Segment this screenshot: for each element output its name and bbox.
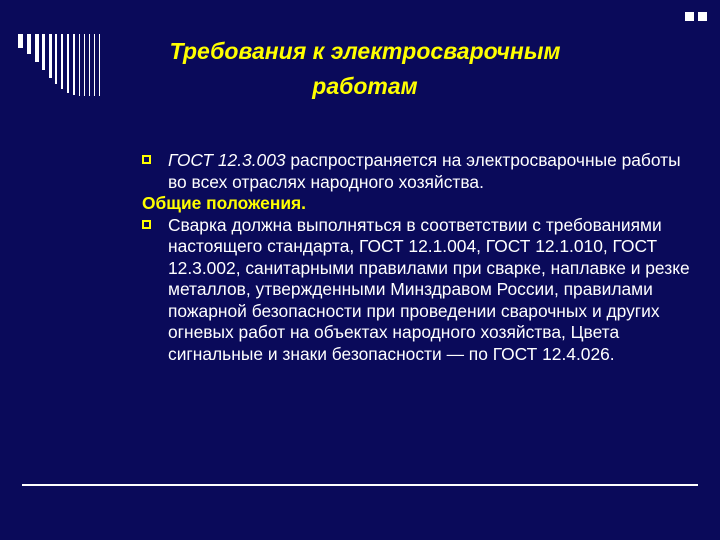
bar xyxy=(67,34,69,93)
bar xyxy=(73,34,75,95)
bar xyxy=(79,34,80,96)
decor-square xyxy=(698,12,707,21)
section-subheading: Общие положения. xyxy=(142,193,306,213)
title-line-1: Требования к электросварочным xyxy=(169,38,561,64)
bar xyxy=(42,34,45,70)
bar xyxy=(35,34,39,62)
bar xyxy=(49,34,52,78)
square-bullet-icon xyxy=(142,220,151,229)
bar xyxy=(61,34,63,89)
slide-title xyxy=(150,34,580,104)
bar xyxy=(94,34,95,96)
title-line-2: работам xyxy=(312,73,418,99)
bar xyxy=(89,34,90,96)
bar xyxy=(99,34,100,96)
bar xyxy=(18,34,23,48)
decor-square xyxy=(685,12,694,21)
bullet-text: Сварка должна выполняться в соответствии с требованиями настоящего стандарта, ГОСТ 12.1.004, ГОСТ 12.1.010, ГОСТ 12.3.002, санитарными правилами при сварке, наплавке и резке металлов, утвержденными Минздравом России, правилами пожарной безопасности при проведении сварочных и других огневых работ на объектах народного хозяйства, Цвета сигнальные и знаки безопасности — по ГОСТ 12.4.026. xyxy=(168,214,690,364)
gost-reference: ГОСТ 12.3.003 xyxy=(168,150,286,170)
bullet-item xyxy=(142,150,697,193)
bullet-item xyxy=(142,215,697,366)
square-bullet-icon xyxy=(142,155,151,164)
bullet-text: распространяется на электросварочные работы во всех отраслях народного хозяйства. xyxy=(168,150,681,192)
bottom-divider xyxy=(22,484,698,486)
bar xyxy=(55,34,57,84)
slide-content xyxy=(142,150,697,365)
bar xyxy=(27,34,31,54)
bar xyxy=(84,34,85,96)
